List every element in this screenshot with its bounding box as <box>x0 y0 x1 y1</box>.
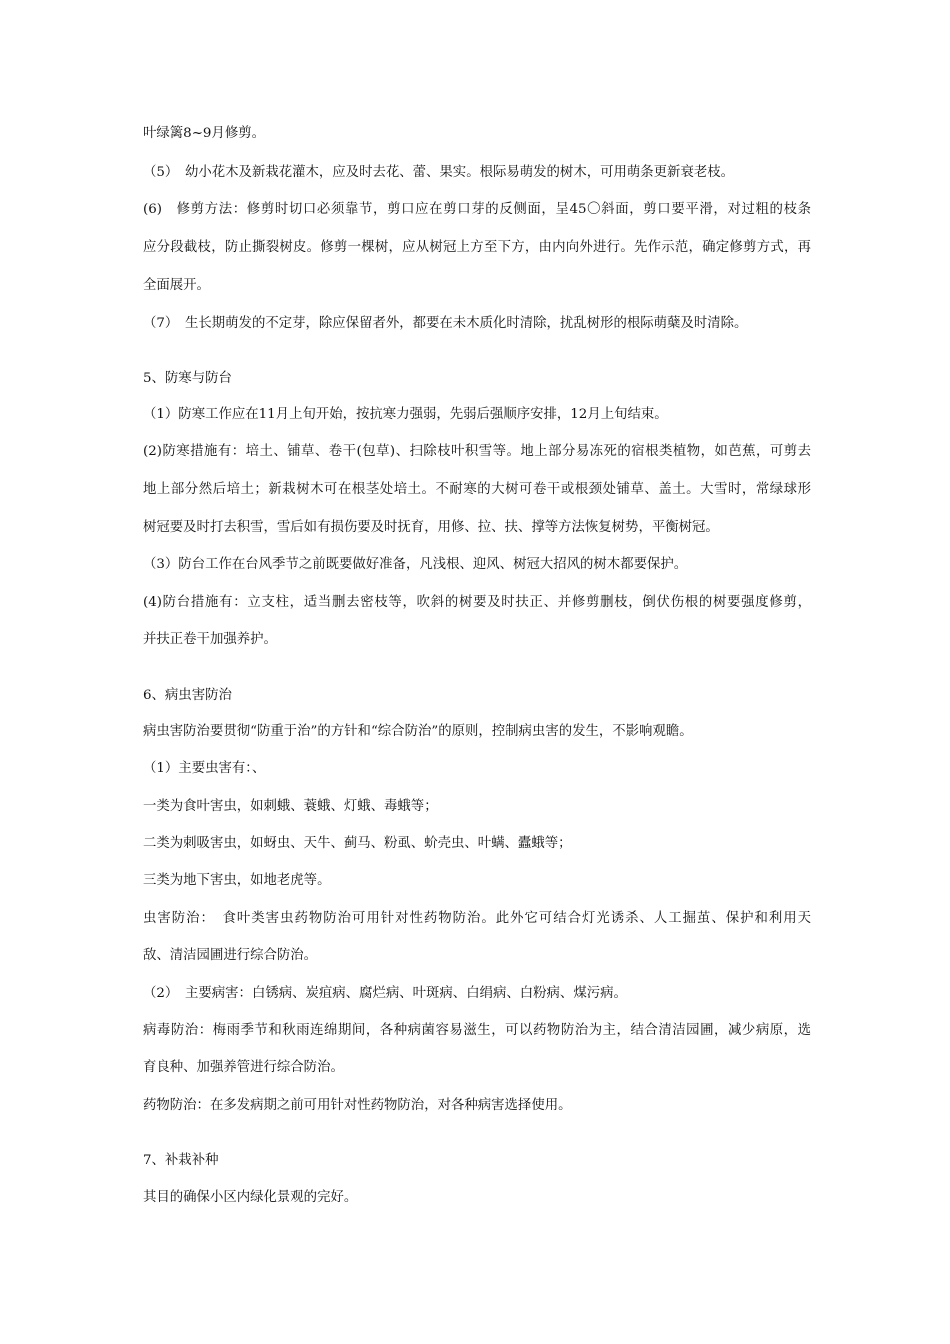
text-line: （3）防台工作在台风季节之前既要做好准备，凡浅根、迎风、树冠大招风的树木都要保护。 <box>143 557 688 572</box>
text-line: 应分段截枝，防止撕裂树皮。修剪一棵树，应从树冠上方至下方，由内向外进行。先作示范，确定修剪方式，再 <box>143 240 811 255</box>
text-line: （1）主要虫害有：、 <box>143 761 266 776</box>
text-line: 虫害防治： 食叶类害虫药物防治可用针对性药物防治。此外它可结合灯光诱杀、人工掘茧、保护和利用天 <box>143 911 811 926</box>
text-line: 敌、清洁园圃进行综合防治。 <box>143 948 318 963</box>
text-line: 三类为地下害虫，如地老虎等。 <box>143 873 331 888</box>
text-line: 育良种、加强养管进行综合防治。 <box>143 1060 344 1075</box>
text-line: 药物防治：在多发病期之前可用针对性药物防治，对各种病害选择使用。 <box>143 1098 572 1113</box>
text-line: (4)防台措施有：立支柱，适当删去密枝等，吹斜的树要及时扶正、并修剪删枝，倒伏伤根的树要强度修剪， <box>143 595 811 610</box>
text-line: 病虫害防治要贯彻“防重于治”的方针和“综合防治”的原则，控制病虫害的发生，不影响观瞻。 <box>143 724 693 739</box>
text-line: 全面展开。 <box>143 278 210 293</box>
text-line: 一类为食叶害虫，如刺蛾、蓑蛾、灯蛾、毒蛾等； <box>143 799 438 814</box>
text-line: （2） 主要病害：白锈病、炭疽病、腐烂病、叶斑病、白绢病、白粉病、煤污病。 <box>143 986 627 1001</box>
text-line: 二类为刺吸害虫，如蚜虫、天牛、蓟马、粉虱、蚧壳虫、叶螨、蠹蛾等； <box>143 836 572 851</box>
text-line: 地上部分然后培土；新栽树木可在根茎处培土。不耐寒的大树可卷干或根颈处铺草、盖土。大雪时，常绿球形 <box>143 482 811 497</box>
text-line: 并扶正卷干加强养护。 <box>143 632 277 647</box>
text-line: 叶绿篱8~9月修剪。 <box>143 126 265 141</box>
text-line: （7） 生长期萌发的不定芽，除应保留者外，都要在未木质化时清除，扰乱树形的根际萌蘖及时清除。 <box>143 316 748 331</box>
section-heading: 7、补栽补种 <box>143 1153 219 1168</box>
section-heading: 5、防寒与防台 <box>143 371 232 386</box>
text-line: (6) 修剪方法：修剪时切口必须靠节，剪口应在剪口芽的反侧面，呈45〇斜面，剪口要平滑，对过粗的枝条 <box>143 202 811 217</box>
text-line: （1）防寒工作应在11月上旬开始，按抗寒力强弱，先弱后强顺序安排，12月上旬结束。 <box>143 407 668 422</box>
section-heading: 6、病虫害防治 <box>143 688 232 703</box>
text-line: (2)防寒措施有：培土、铺草、卷干(包草)、扫除枝叶积雪等。地上部分易冻死的宿根类植物，如芭蕉，可剪去 <box>143 444 811 459</box>
text-line: 病毒防治：梅雨季节和秋雨连绵期间，各种病菌容易滋生，可以药物防治为主，结合清洁园圃，减少病原，选 <box>143 1023 811 1038</box>
text-line: （5） 幼小花木及新栽花灌木，应及时去花、蕾、果实。根际易萌发的树木，可用萌条更新衰老枝。 <box>143 165 735 180</box>
text-line: 树冠要及时打去积雪，雪后如有损伤要及时抚育，用修、拉、扶、撑等方法恢复树势，平衡树冠。 <box>143 520 719 535</box>
text-line: 其目的确保小区内绿化景观的完好。 <box>143 1190 358 1205</box>
